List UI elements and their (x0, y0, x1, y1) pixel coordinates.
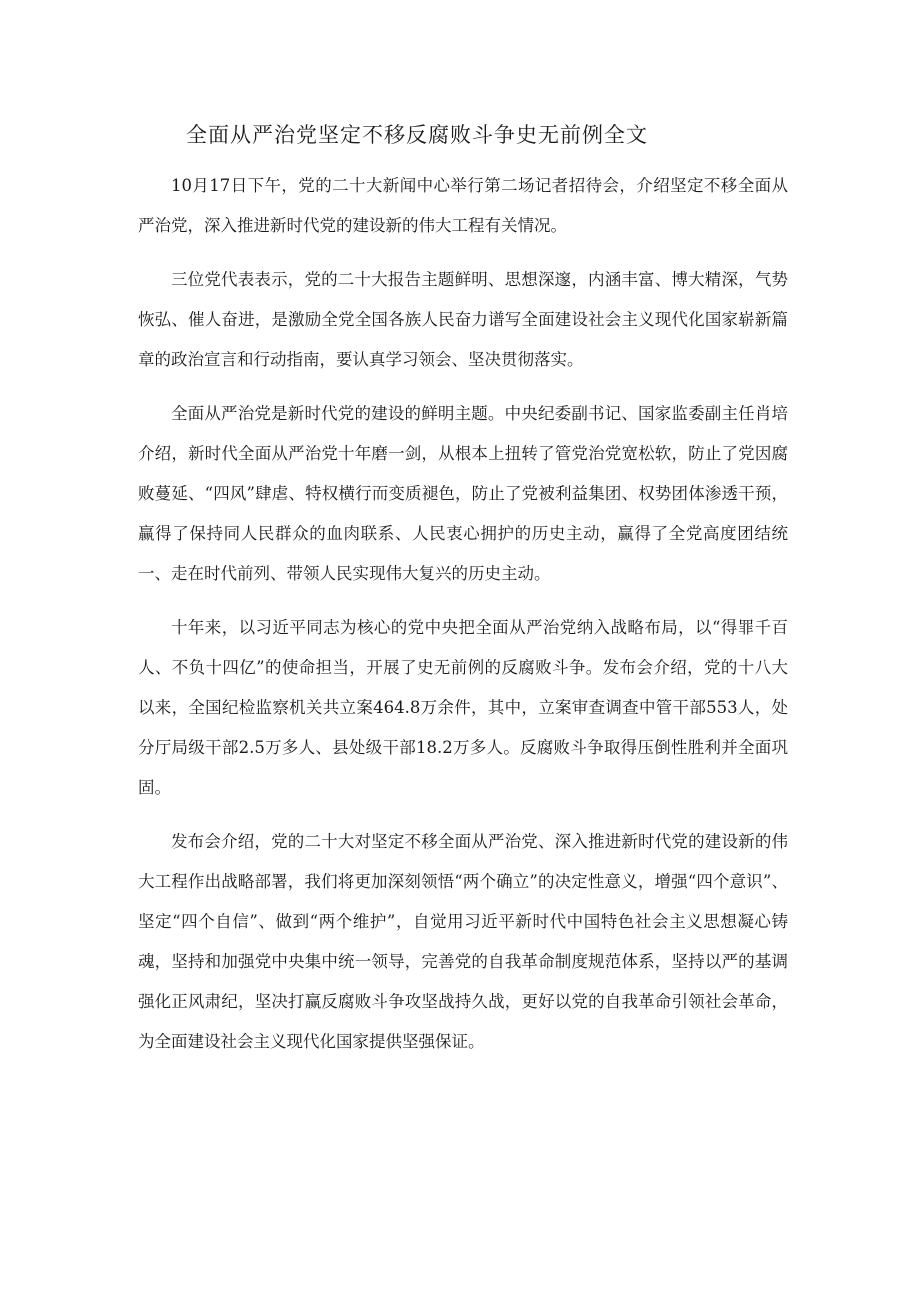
document-body (138, 166, 788, 1076)
document-title: 全面从严治党坚定不移反腐败斗争史无前例全文 (186, 123, 648, 147)
paragraph-1: 10月17日下午，党的二十大新闻中心举行第二场记者招待会，介绍坚定不移全面从严治党，深入推进新时代党的建设新的伟大工程有关情况。 (138, 176, 788, 235)
paragraph-5: 发布会介绍，党的二十大对坚定不移全面从严治党、深入推进新时代党的建设新的伟大工程作出战略部署，我们将更加深刻领悟“两个确立”的决定性意义，增强“四个意识”、坚定“四个自信”、做到“两个维护”，自觉用习近平新时代中国特色社会主义思想凝心铸魂，坚持和加强党中央集中统一领导，完善党的自我革命制度规范体系，坚持以严的基调强化正风肃纪，坚决打赢反腐败斗争攻坚战持久战，更好以党的自我革命引领社会革命，为全面建设社会主义现代化国家提供坚强保证。 (138, 832, 788, 1051)
paragraph-2: 三位党代表表示，党的二十大报告主题鲜明、思想深邃，内涵丰富、博大精深，气势恢弘、催人奋进，是激励全党全国各族人民奋力谱写全面建设社会主义现代化国家崭新篇章的政治宣言和行动指南，要认真学习领会、坚决贯彻落实。 (138, 270, 788, 369)
paragraph-3: 全面从严治党是新时代党的建设的鲜明主题。中央纪委副书记、国家监委副主任肖培介绍，新时代全面从严治党十年磨一剑，从根本上扭转了管党治党宽松软，防止了党因腐败蔓延、“四风”肆虐、特权横行而变质褪色，防止了党被利益集团、权势团体渗透干预，赢得了保持同人民群众的血肉联系、人民衷心拥护的历史主动，赢得了全党高度团结统一、走在时代前列、带领人民实现伟大复兴的历史主动。 (138, 404, 788, 583)
paragraph-4: 十年来，以习近平同志为核心的党中央把全面从严治党纳入战略布局，以“得罪千百人、不负十四亿”的使命担当，开展了史无前例的反腐败斗争。发布会介绍，党的十八大以来，全国纪检监察机关共立案464.8万余件，其中，立案审查调查中管干部553人，处分厅局级干部2.5万多人、县处级干部18.2万多人。反腐败斗争取得压倒性胜利并全面巩固。 (138, 618, 788, 797)
